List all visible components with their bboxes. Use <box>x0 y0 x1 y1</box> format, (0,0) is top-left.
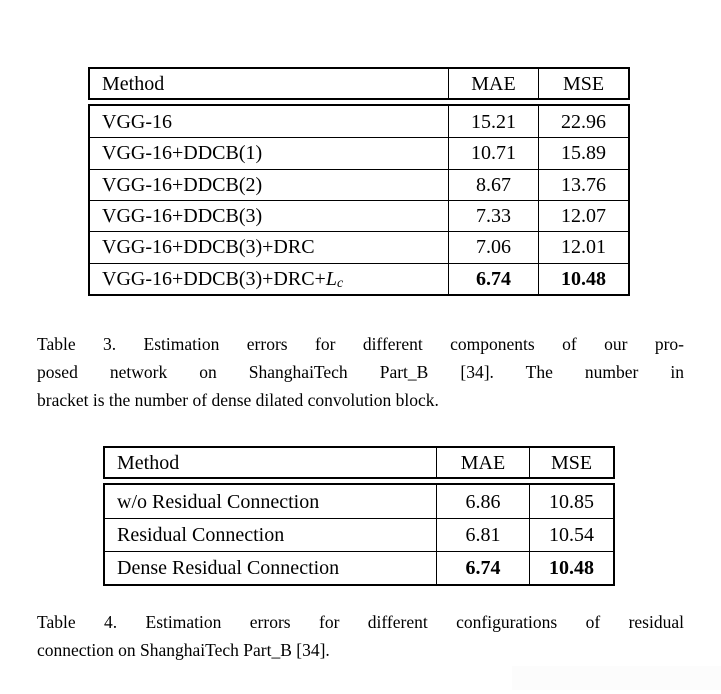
table4-header-mse: MSE <box>529 448 613 477</box>
table3-caption <box>37 330 684 414</box>
table3-cell-method: VGG-16 <box>102 110 172 133</box>
caption-line: bracket is the number of dense dilated convolution block. <box>37 390 439 410</box>
table3-cell-mse: 13.76 <box>538 169 628 200</box>
caption-line: connection on ShanghaiTech Part_B [34]. <box>37 640 330 660</box>
caption-line: Table 4. Estimation errors for different configurations of residual <box>37 612 684 632</box>
table4-caption <box>37 608 684 664</box>
table3-cell-method: VGG-16+DDCB(1) <box>90 137 448 168</box>
table4-cell-mae: 6.81 <box>436 518 529 551</box>
table3-cell-method: VGG-16+DDCB(3) <box>90 200 448 231</box>
table4-cell-mae: 6.74 <box>436 551 529 584</box>
scan-edge-artifact <box>512 666 721 690</box>
table3-cell-method <box>90 263 448 294</box>
table3-cell-mse: 15.89 <box>538 137 628 168</box>
table4-cell-method: Dense Residual Connection <box>105 551 436 584</box>
table3-cell-mae: 7.33 <box>448 200 538 231</box>
table4-cell-method: w/o Residual Connection <box>117 490 320 513</box>
table3-header-method: Method <box>102 72 165 95</box>
table4-cell-mae: 6.86 <box>436 485 529 518</box>
table3-cell-mae: 7.06 <box>448 231 538 262</box>
table3-cell-method: VGG-16+DDCB(2) <box>90 169 448 200</box>
table4-body-box <box>103 483 615 586</box>
table3-cell-mae: 8.67 <box>448 169 538 200</box>
table3-cell-mse: 10.48 <box>538 263 628 294</box>
table3-header-mae: MAE <box>448 69 538 98</box>
table3-header-box <box>88 67 630 100</box>
table3-cell-mae: 15.21 <box>448 106 538 137</box>
table3-cell-mae: 6.74 <box>448 263 538 294</box>
loss-symbol-subscript: c <box>336 275 344 291</box>
table4-cell-mse: 10.48 <box>529 551 613 584</box>
table3-cell-method: VGG-16+DDCB(3)+DRC <box>90 231 448 262</box>
table4-cell-mse: 10.54 <box>529 518 613 551</box>
table4-cell-method: Residual Connection <box>105 518 436 551</box>
table4-header-box <box>103 446 615 479</box>
table4-header-mae: MAE <box>436 448 529 477</box>
table3-cell-mse: 22.96 <box>538 106 628 137</box>
table4-cell-mse: 10.85 <box>529 485 613 518</box>
table3-header-mse: MSE <box>538 69 628 98</box>
table3-cell-mse: 12.07 <box>538 200 628 231</box>
caption-line: Table 3. Estimation errors for different components of our pro- <box>37 334 684 354</box>
table4-header-method: Method <box>117 451 180 474</box>
table3-cell-mae: 10.71 <box>448 137 538 168</box>
table3-cell-mse: 12.01 <box>538 231 628 262</box>
method-text: VGG-16+DDCB(3)+DRC+ <box>102 267 326 290</box>
table3-body-box <box>88 104 630 296</box>
caption-line: posed network on ShanghaiTech Part_B [34]. The number in <box>37 362 684 382</box>
loss-symbol: L <box>325 267 337 290</box>
